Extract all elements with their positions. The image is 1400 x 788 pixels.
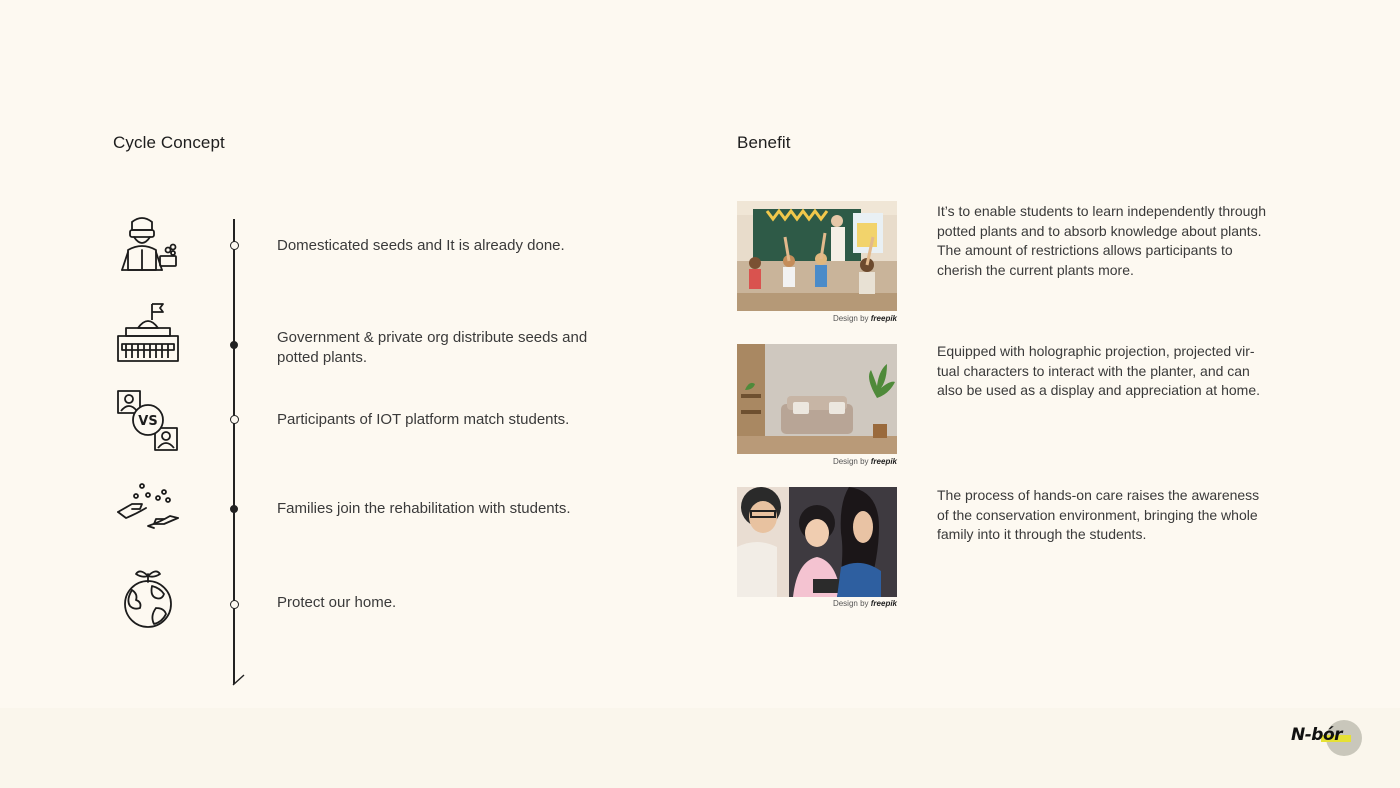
timeline-node-1 (230, 241, 239, 250)
photo-credit-3: Design by freepik (832, 599, 897, 608)
benefit-text-2: Equipped with holographic projection, projected vir-tual characters to interact with the planter, and can also be used as a display and appreciation at home. (937, 343, 1260, 399)
hands-seeds-icon (112, 478, 184, 546)
government-building-icon (112, 300, 184, 368)
earth-sprout-icon (112, 566, 184, 634)
step-text-4: Families join the rehabilitation with students. (277, 500, 571, 517)
nbor-logo (1288, 719, 1364, 757)
scientist-icon (112, 212, 184, 280)
photo-credit-2: Design by freepik (832, 457, 897, 466)
timeline-line (233, 219, 235, 684)
cycle-concept-title: Cycle Concept (113, 133, 225, 152)
step-text-5: Protect our home. (277, 594, 397, 611)
timeline-arrow-end (232, 674, 246, 686)
step-text-2: Government & private org distribute seeds and potted plants. (277, 329, 588, 366)
timeline-node-4 (230, 505, 238, 513)
step-text-1: Domesticated seeds and It is already done. (277, 237, 565, 254)
benefit-text-1: It’s to enable students to learn independently through potted plants and to absorb knowledge about plants. The amount of restrictions allows participants to cherish the current plants more. (937, 203, 1266, 278)
classroom-photo (737, 201, 897, 311)
step-text-3: Participants of IOT platform match students. (277, 411, 570, 428)
benefit-title: Benefit (737, 133, 791, 152)
family-tablet-photo (737, 487, 897, 597)
timeline-node-5 (230, 600, 239, 609)
logo-text: N-bór (1291, 725, 1343, 745)
footer-band (0, 708, 1400, 788)
benefit-text-3: The process of hands-on care raises the awareness of the conservation environment, bringing the whole family into it through the students. (937, 487, 1260, 543)
svg-text:VS: VS (138, 414, 158, 429)
living-room-photo (737, 344, 897, 454)
versus-match-icon (112, 388, 184, 456)
timeline-node-2 (230, 341, 238, 349)
photo-credit-1: Design by freepik (832, 314, 897, 323)
timeline-node-3 (230, 415, 239, 424)
